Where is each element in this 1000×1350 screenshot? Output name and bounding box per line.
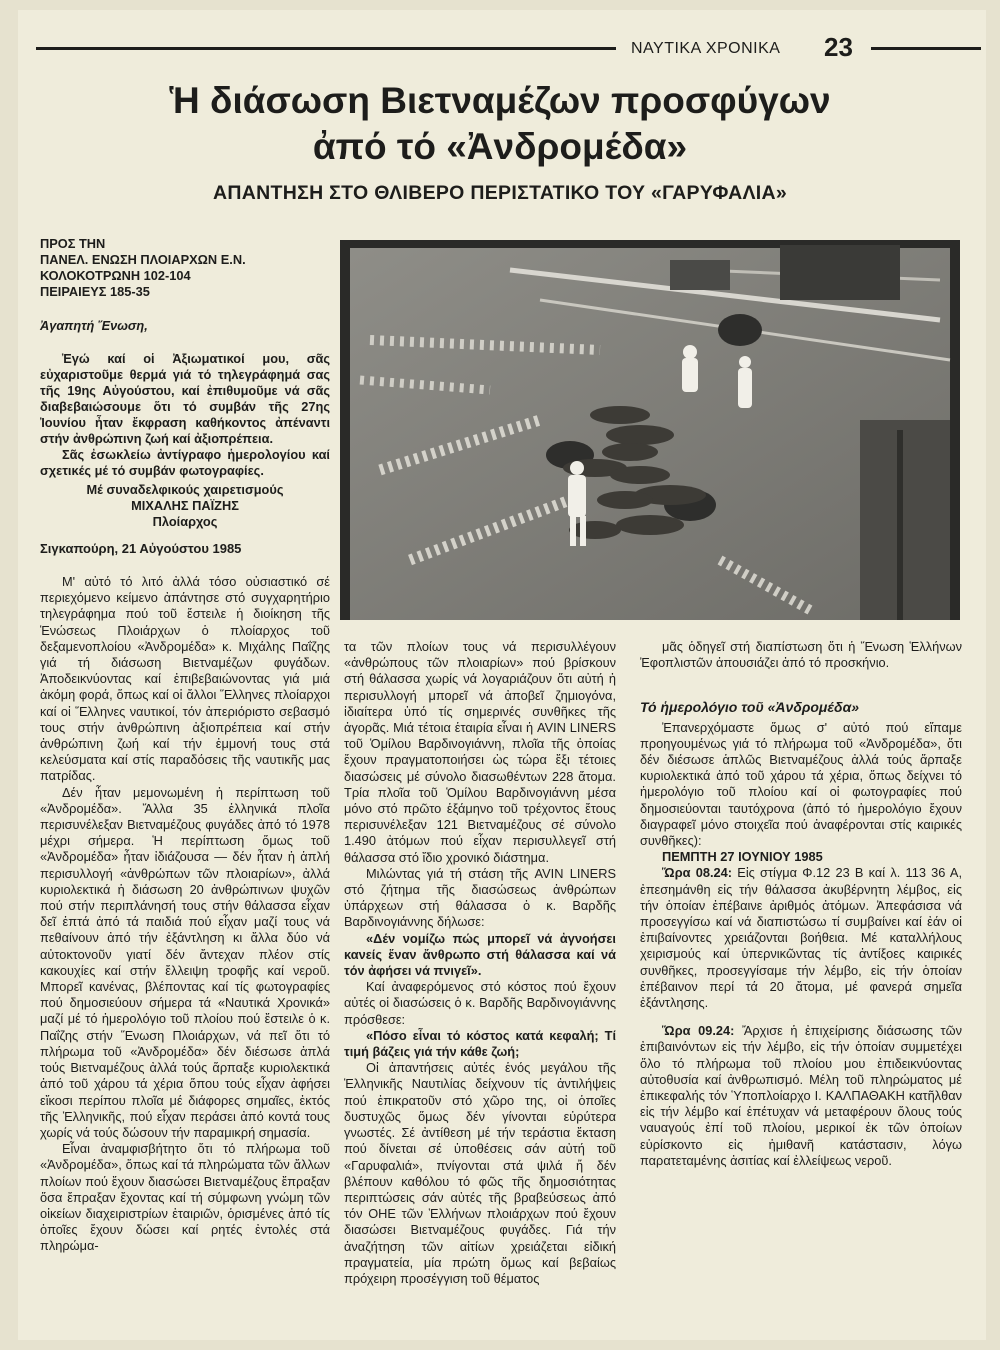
ship-deck-photo [340,240,960,620]
closing-line: ΜΙΧΑΛΗΣ ΠΑΪΖΗΣ [131,498,239,513]
letter-paragraph: Σᾶς ἐσωκλείω ἀντίγραφο ἡμερολογίου καί σχετικές μέ τό συμβάν φωτογραφίες. [40,447,330,478]
page-number: 23 [824,32,853,62]
article-paragraph: Δέν ἦταν μεμονωμένη ἡ περίπτωση τοῦ «Ἀνδρομέδα». Ἄλλα 35 ἑλληνικά πλοῖα περισυνέλεξαν Βιετναμέζους φυγάδες ἀπό τό 1978 μέχρι σήμερα. Ἡ περίπτωση ὅμως τοῦ «Ἀνδρομέδα» ἦταν ἰδιάζουσα — δέν ἦταν ἡ ἁπλή περισυλλογή «ἀνθρώπων τῶν πλοιαρίων», ἀλλά κυριολεκτικά ἡ διάσωση 20 ἀνθρώπινων ψυχῶν πού στήν περιπλάνησή τους στήν θάλασσα εἶχαν δεῖ ἑπτά ἀπό τά παιδιά πού εἶχαν μαζί τους νά πεθαίνουν ἀπό τήν ἐξάντληση κι ἄλλα δύο νά αὐτοκτονοῦν γιατί δέν ἄντεχαν πλέον στίς κακουχίες καί στήν ἔλλειψη τροφῆς καί νεροῦ. Μπορεῖ κανένας, βλέποντας καί τίς φωτογραφίες πού δημοσιεύουν σήμερα τά «Ναυτικά Χρονικά» μαζί μέ τό ἡμερολόγιο τοῦ πλοίου πού ἔστειλε ὁ κ. Παΐζης στήν Ἕνωση Πλοιάρχων, νά πεῖ ὅτι τό πλήρωμα τοῦ «Ἀνδρομέδα» δέν διέσωσε ἁπλά τούς Βιετναμέζους ἀλλά τούς ἅρπαξε κυριολεκτικά ἀπό τοῦ χάρου τά χέρια ὅπου τούς εἶχαν ἀφήσει εἴκοσι περίπου πλοῖα μέ διάφορες σημαῖες, ἐκτός τῆς Ἑλληνικῆς, πού εἶχαν περάσει ἀπό κοντά τους χωρίς νά τούς δώσουν τήν παραμικρή σημασία. [40,784,330,1140]
header-rule [36,47,616,50]
log-entry [640,865,962,1011]
letter-closing [40,482,330,530]
letter-body [40,351,330,479]
article-paragraph: μᾶς ὁδηγεῖ στή διαπίστωση ὅτι ἡ Ἕνωση Ἑλλήνων Ἐφοπλιστῶν ἀπουσιάζει ἀπό τό προσκήνιο. [640,639,962,671]
running-header [36,30,981,60]
pull-quote: «Πόσο εἶναι τό κόστος κατά κεφαλή; Τί τιμή βάζεις γιά τήν κάθε ζωή; [344,1027,616,1060]
title-line: ἀπό τό «Ἀνδρομέδα» [312,126,688,167]
article-paragraph: Εἶναι ἀναμφισβήτητο ὅτι τό πλήρωμα τοῦ «Ἀνδρομέδα», ὅπως καί τά πληρώματα τῶν ἄλλων πλοίων πού ἔχουν διασώσει Βιετναμέζους ἔπραξαν ὅσα ἔπραξαν ἔχοντας καί τή σύμφωνη γνώμη τῶν οἰκείων διαχειριστρίων ἑταιριῶν, ὁρισμένες ἀπό τίς ὁποῖες ἔχουν δώσει καί ρητές ἐντολές στά πληρώμα- [40,1141,330,1254]
log-time: Ὥρα 09.24: [662,1023,735,1039]
address-line: ΚΟΛΟΚΟΤΡΩΝΗ 102-104 [40,268,191,283]
address-line: ΠΑΝΕΛ. ΕΝΩΣΗ ΠΛΟΙΑΡΧΩΝ Ε.Ν. [40,252,246,267]
pull-quote: «Δέν νομίζω πώς μπορεῖ νά ἀγνοήσει κανείς ἕναν ἄνθρωπο στή θάλασσα καί νά τόν ἀφήσει νά πνιγεῖ». [344,930,616,979]
log-entry [640,1023,962,1169]
article-paragraph: Οἱ ἀπαντήσεις αὐτές ἑνός μεγάλου τῆς Ἑλληνικῆς Ναυτιλίας δείχνουν τίς ἀντιλήψεις πού ἐπικρατοῦν στό χῶρο της, οἱ ὁποῖες δυστυχῶς ὅμως δέν γίνονται εὐρύτερα γνωστές. Σέ ἀντίθεση μέ τήν τεράστια ἔκταση πού δίνεται σέ ὑποθέσεις σάν αὐτή τοῦ «Γαρυφαλιά», πνίγονται στά ψιλά ἤ δέν βλέπουν καθόλου τό φῶς τῆς δημοσιότητας περιπτώσεις σάν αὐτές τῆς βραβεύσεως ἀπό τόν ΟΗΕ τῶν Ἑλλήνων πλοιάρχων πού ἔχουν διασώσει Βιετναμέζους φυγάδες. Γιά τήν ἀναζήτηση τῶν αἰτίων χρειάζεται εἰδική πραγματεία, μία πρώτη ὅμως καί βεβαίως πρόχειρη προσέγγιση τοῦ θέματος [344,1060,616,1286]
letter-paragraph: Ἐγώ καί οἱ Ἀξιωματικοί μου, σᾶς εὐχαριστοῦμε θερμά γιά τό τηλεγράφημά σας τῆς 19ης Αὐγούστου, καί ἐπιθυμοῦμε νά σᾶς διαβεβαιώσουμε ὅτι τό συμβάν τῆς 27ης Ἰουνίου ἦταν ἔκφραση καθήκοντος ἀπέναντι στήν ἀνθρώπινη ζωή καί ἀξιοπρέπεια. [40,351,330,446]
article-paragraph: Μ' αὐτό τό λιτό ἀλλά τόσο οὐσιαστικό σέ περιεχόμενο κείμενο ἀπάντησε στό συγχαρητήριο τηλεγράφημα πού τοῦ ἔστειλε ἡ διοίκηση τῆς Ἑνώσεως Πλοιάρχων ὁ πλοίαρχος τοῦ δεξαμενοπλοίου «Ἀνδρομέδα» κ. Μιχάλης Παΐζης γιά τή διάσωση Βιετναμέζων φυγάδων. Ἀποδεικνύοντας καί ἐπιβεβαιώνοντας γιά μιά ἀκόμη φορά, ὅπως καί οἱ ἄλλοι Ἕλληνες πλοίαρχοι καί οἱ Ἕλληνες ναυτικοί, τόν ἀπεριόριστο σεβασμό τους στήν ἀνθρώπινη ἀξιοπρέπεια καί στήν ἀνθρώπινη ζωή καί τήν ἐμμονή τους στά κελεύσματα καί στίς παραδόσεις τῆς ναυτικῆς μας πατρίδας. [40,574,330,784]
article-column-3 [640,639,962,1169]
article-paragraph: Ἐπανερχόμαστε ὅμως σ' αὐτό πού εἴπαμε προηγουμένως γιά τό πλήρωμα τοῦ «Ἀνδρομέδα», ὅτι δέν διέσωσε ἁπλῶς Βιετναμέζους ἀλλά τούς ἅρπαξε κυριολεκτικά ἀπό τοῦ χάρου τά χέρια, ὅπως δείχνει τό ἡμερολόγιο τοῦ πλοίου καί οἱ φωτογραφίες πού δημοσιεύονται ταυτόχρονα (ἀπό τό ἡμερολόγιο ἔχουν διαγραφεῖ μόνο στοιχεῖα πού ἀναφέρονται στίς καιρικές συνθῆκες): [640,719,962,849]
article-paragraph: Καί ἀναφερόμενος στό κόστος πού ἔχουν αὐτές οἱ διασώσεις ὁ κ. Βαρδῆς Βαρδινογιάννης πρόσθεσε: [344,979,616,1027]
address-line: ΠΡΟΣ ΤΗΝ [40,236,106,251]
address-line: ΠΕΙΡΑΙΕΥΣ 185-35 [40,284,150,299]
article-column-2 [344,639,616,1287]
article-paragraph: τα τῶν πλοίων τους νά περισυλλέγουν «ἀνθρώπους τῶν πλοιαρίων» πού βρίσκουν στή θάλασσα χωρίς νά λογαριάζουν ὅτι αὐτή ἡ περισυλλογή μπορεῖ νά ἀποβεῖ ζημιογόνα, ἰδιαίτερα ὑπό τίς σημερινές συνθῆκες τῆς ἀγορᾶς. Μιά τέτοια ἑταιρία εἶναι ἡ AVIN LINERS τοῦ Ὁμίλου Βαρδινογιάννη, πλοῖα τῆς ὁποίας ἔχουν πραγματοποιήσει ὡς τώρα ἕξι τέτοιες διασώσεις μέ σύνολο διασωθέντων 228 ἄτομα. Τρία πλοῖα τοῦ Ὁμίλου Βαρδινογιάννη μέσα μόνο στό πρῶτο ἑξάμηνο τοῦ τρέχοντος ἔτους περισυνέλεξαν 121 Βιετναμέζους σέ σύνολο 1.490 ἀτόμων πού εἶχαν περισυλλεγεῖ στή θάλασσα στό ἴδιο χρονικό διάστημα. [344,639,616,865]
letter-greeting: Ἀγαπητή Ἕνωση, [40,318,148,333]
section-heading: Τό ἡμερολόγιο τοῦ «Ἀνδρομέδα» [640,699,860,716]
article-title [40,78,960,170]
log-text: Εἰς στίγμα Φ.12 23 Β καί λ. 113 36 Α, ἐπεσημάνθη εἰς τήν θάλασσα ἀκυβέρνητη λέμβος, εἰς τήν ὁποίαν ἐπέβαινε ἀριθμός ἀτόμων. Ἀπεφάσισα νά προσεγγίσω καί νά διαπιστώσω τί συμβαίνει καί ἐάν οἱ ἐπιβαίνοντες χρειάζονται βοήθεια. Μέ καταλλήλους χειρισμούς καί ὑπερνικῶντας τίς ἀντίξοες καιρικές συνθῆκες, προσεγγίσαμε τήν λέμβο, εἰς τήν ὁποίαν ἐπέβαινον περί τά 20 ἄτομα, μέ φανερά σημεῖα ἐξάντλησης. [640,865,963,1011]
log-text: Ἄρχισε ἡ ἐπιχείρισης διάσωσης τῶν ἐπιβαινόντων εἰς τήν λέμβο, εἰς τήν ὁποίαν συμμετέχει ὅλο τό πλήρωμα τοῦ πλοίου μου ἐπιδεικνύοντας αὐτοθυσία καί ἀνθρωπισμό. Μέλη τοῦ πληρώματος μέ ἐπικεφαλής τόν Ὑποπλοίαρχο Ι. ΚΑΛΠΑΘΑΚΗ κατῆλθαν εἰς τήν λέμβο καί ἐπέτυχαν νά μεταφέρουν ὅλους τούς ναυαγούς ἐπί τοῦ πλοίου, μερικοί ἐκ τῶν ὁποίων εὑρίσκοντο εἰς ἡμιθανῆ κατάστασιν, λόγω παρατεταμένης ἀσιτίας καί ἐλλείψεως νεροῦ. [640,1023,962,1168]
article-column-1 [40,574,330,1255]
deck-photo-illustration [340,240,960,620]
log-date-heading: ΠΕΜΠΤΗ 27 ΙΟΥΝΙΟΥ 1985 [662,849,823,865]
title-line: Ἡ διάσωση Βιετναμέζων προσφύγων [169,80,831,121]
article-subtitle: ΑΠΑΝΤΗΣΗ ΣΤΟ ΘΛΙΒΕΡΟ ΠΕΡΙΣΤΑΤΙΚΟ ΤΟΥ «ΓΑΡΥΦΑΛΙΑ» [212,182,788,204]
header-rule [871,47,981,50]
article-paragraph: Μιλώντας γιά τή στάση τῆς AVIN LINERS στό ζήτημα τῆς διασώσεως ἀνθρώπων ὑπάρχεων στή θάλασσα ὁ κ. Βαρδῆς Βαρδινογιάννης δήλωσε: [344,865,616,930]
closing-line: Πλοίαρχος [152,514,218,529]
log-time: Ὥρα 08.24: [662,865,733,881]
magazine-name: ΝΑΥΤΙΚΑ ΧΡΟΝΙΚΑ [631,40,781,57]
closing-line: Μέ συναδελφικούς χαιρετισμούς [86,482,284,497]
letter-dateline: Σιγκαπούρη, 21 Αὐγούστου 1985 [40,541,242,556]
letter-address [40,236,246,300]
